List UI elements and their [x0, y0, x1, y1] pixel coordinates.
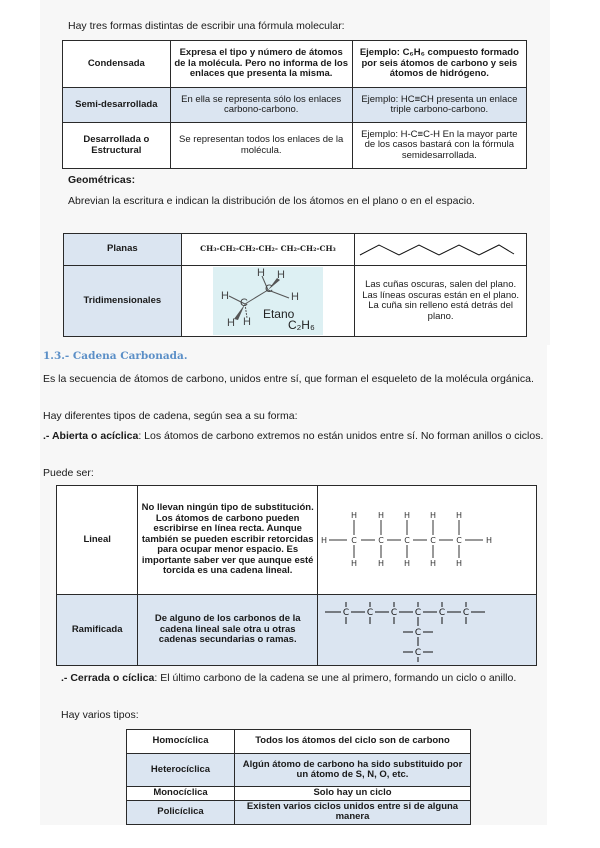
varios-tipos-text: Hay varios tipos:: [61, 709, 139, 721]
svg-text:C: C: [342, 608, 350, 618]
cyclic-desc-policiclica: Existen varios ciclos unidos entre si de alguna manera: [235, 800, 471, 824]
abierta-label: .- Abierta o acíclica: [43, 430, 139, 442]
linear-chain-structure: [318, 486, 537, 595]
puede-ser-text: Puede ser:: [43, 467, 94, 479]
atom-c2: C: [264, 283, 273, 295]
cyclic-desc-monociclica: Solo hay un ciclo: [235, 787, 471, 801]
atom-h6: H: [290, 291, 299, 303]
svg-text:C: C: [438, 608, 446, 618]
svg-text:H: H: [404, 511, 411, 520]
geo-formula-planas: CH₃-CH₂-CH₂-CH₂- CH₂-CH₂-CH₃: [181, 234, 355, 266]
svg-text:H: H: [430, 559, 437, 568]
formula-desc-semidesarrollada: En ella se representa sólo los enlaces carbono-carbono.: [170, 88, 352, 123]
geo-note-tridimensionales: Las cuñas oscuras, salen del plano. Las líneas oscuras están en el plano. La cuña sin relleno está detrás del plano.: [355, 266, 527, 337]
section-heading: 1.3.- Cadena Carbonada.: [43, 350, 188, 362]
svg-text:C: C: [414, 648, 422, 658]
svg-text:H: H: [378, 559, 385, 568]
geo-name-planas: Planas: [64, 234, 182, 266]
atom-h2: H: [226, 317, 235, 329]
svg-text:H: H: [430, 511, 437, 520]
cerrada-paragraph: [61, 670, 539, 687]
svg-text:C: C: [378, 536, 384, 545]
svg-text:H: H: [351, 511, 358, 520]
svg-text:H: H: [351, 559, 358, 568]
formula-desc-condensada: Expresa el tipo y número de átomos de la molécula. Pero no informa de los enlaces que presenta la misma.: [170, 41, 352, 88]
branched-chain-structure: [318, 595, 537, 666]
open-chain-table: [56, 485, 537, 666]
cyclic-name-heterociclica: Heterocíclica: [127, 754, 235, 787]
svg-text:H: H: [404, 559, 411, 568]
geometric-table: [63, 233, 527, 337]
svg-text:H: H: [486, 536, 493, 545]
cyclic-name-policiclica: Policíclica: [127, 800, 235, 824]
molecule-formula: C₂H₆: [287, 318, 315, 332]
formula-name-condensada: Condensada: [63, 41, 171, 88]
atom-c1: C: [239, 297, 248, 309]
cyclic-name-homociclica: Homocíclica: [127, 730, 235, 754]
cerrada-label: .- Cerrada o cíclica: [61, 672, 155, 684]
svg-text:H: H: [378, 511, 385, 520]
geometricas-title: Geométricas:: [68, 174, 136, 186]
svg-text:H: H: [321, 536, 328, 545]
svg-text:C: C: [404, 536, 410, 545]
geo-name-tridimensionales: Tridimensionales: [64, 266, 182, 337]
svg-text:C: C: [462, 608, 470, 618]
atom-h4: H: [256, 267, 265, 279]
formula-types-table: [62, 40, 527, 169]
branched-chain-diagram-icon: [321, 598, 521, 662]
geometricas-text: Abrevian la escritura e indican la distribución de los átomos en el plano o en el espacio.: [68, 195, 475, 207]
cyclic-desc-homociclica: Todos los átomos del ciclo son de carbono: [235, 730, 471, 754]
linear-chain-diagram-icon: [321, 510, 521, 570]
formula-example-condensada: Ejemplo: C₆H₆ compuesto formado por seis átomos de carbono y seis átomos de hidrógeno.: [352, 41, 526, 88]
formula-example-semidesarrollada: Ejemplo: HC≡CH presenta un enlace triple carbono-carbono.: [352, 88, 526, 123]
zigzag-structure: [355, 234, 527, 266]
svg-text:C: C: [351, 536, 357, 545]
cerrada-text: : El último carbono de la cadena se une al primero, formando un ciclo o anillo.: [154, 672, 517, 684]
cyclic-table: [126, 729, 471, 825]
intro-text: Hay tres formas distintas de escribir una fórmula molecular:: [68, 20, 345, 32]
svg-text:C: C: [430, 536, 436, 545]
tipos-intro: Hay diferentes tipos de cadena, según sea a su forma:: [43, 410, 298, 422]
zigzag-chain-icon: [358, 241, 516, 259]
abierta-paragraph: [43, 428, 545, 445]
cadena-definition: Es la secuencia de átomos de carbono, unidos entre sí, que forman el esqueleto de la molécula orgánica.: [43, 373, 534, 385]
cyclic-desc-heterociclica: Algún átomo de carbono ha sido substituido por un átomo de S, N, O, etc.: [235, 754, 471, 787]
formula-example-desarrollada: Ejemplo: H-C≡C-H En la mayor parte de los casos bastará con la fórmula semidesarrollada.: [352, 123, 526, 169]
svg-text:C: C: [414, 608, 422, 618]
molecule-name: Etano: [262, 307, 295, 321]
formula-name-semidesarrollada: Semi-desarrollada: [63, 88, 171, 123]
chain-name-lineal: Lineal: [57, 486, 138, 595]
svg-text:H: H: [456, 559, 463, 568]
abierta-text: : Los átomos de carbono extremos no están unidos entre sí. No forman anillos o ciclos.: [138, 430, 544, 442]
ethane-3d-diagram: [213, 267, 323, 335]
atom-h3: H: [242, 316, 251, 328]
chain-desc-ramificada: De alguno de los carbonos de la cadena lineal sale otra u otras cadenas secundarias o ramas.: [138, 595, 318, 666]
ethane-3d-cell: [181, 266, 355, 337]
formula-desc-desarrollada: Se representan todos los enlaces de la molécula.: [170, 123, 352, 169]
cyclic-name-monociclica: Monocíclica: [127, 787, 235, 801]
atom-h5: H: [276, 269, 285, 281]
chain-desc-lineal: No llevan ningún tipo de substitución. Los átomos de carbono pueden escribirse en línea recta. Aunque también se pueden escribir retorcidas para ocupar menor espacio. Es importante saber ver que aunque esté torcida es una cadena lineal.: [138, 486, 318, 595]
svg-text:C: C: [414, 628, 422, 638]
chain-name-ramificada: Ramificada: [57, 595, 138, 666]
svg-text:C: C: [390, 608, 398, 618]
svg-text:C: C: [366, 608, 374, 618]
formula-name-desarrollada: Desarrollada o Estructural: [63, 123, 171, 169]
svg-text:H: H: [456, 511, 463, 520]
svg-text:C: C: [456, 536, 462, 545]
atom-h1: H: [220, 290, 229, 302]
